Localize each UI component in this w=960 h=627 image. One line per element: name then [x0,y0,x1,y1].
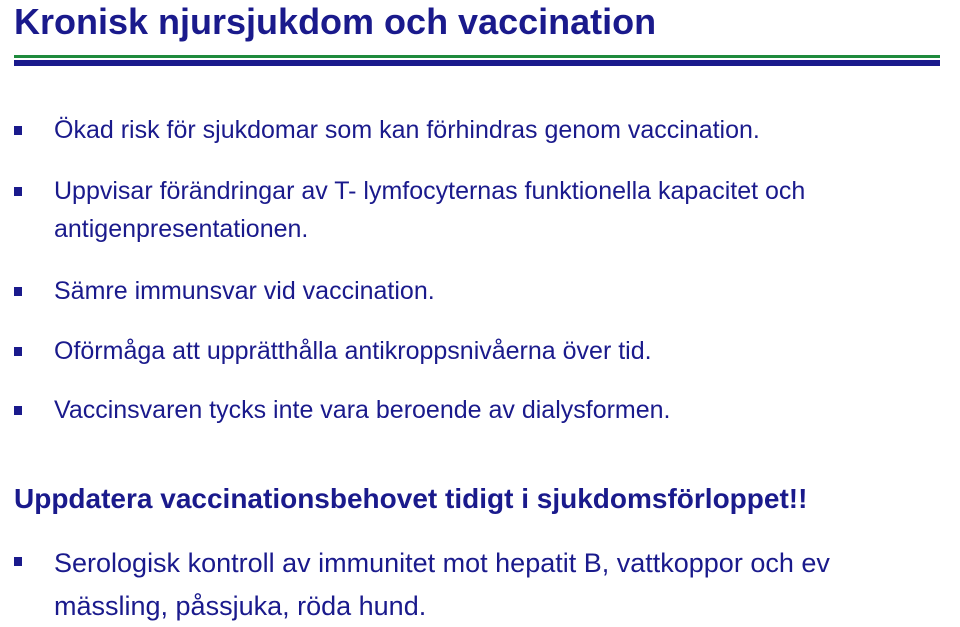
bullet-text: Sämre immunsvar vid vaccination. [54,277,435,305]
bullet-text: Serologisk kontroll av immunitet mot hepatit B, vattkoppor och ev [54,548,830,578]
title-underline-blue [14,60,940,66]
bullet-marker [14,126,22,135]
title-underline-green [14,55,940,58]
bullet-marker [14,187,22,196]
bullet-marker [14,287,22,296]
bullet-marker [14,347,22,356]
bullet-text-continuation: mässling, påssjuka, röda hund. [54,591,427,621]
bullet-text: Oförmåga att upprätthålla antikroppsnivåerna över tid. [54,337,652,365]
bullet-marker [14,557,22,566]
emphasis-heading: Uppdatera vaccinationsbehovet tidigt i sjukdomsförloppet!! [14,483,808,514]
bullet-marker [14,406,22,415]
bullet-text: Ökad risk för sjukdomar som kan förhindras genom vaccination. [54,116,760,144]
bullet-text-continuation: antigenpresentationen. [54,215,309,243]
bullet-text: Vaccinsvaren tycks inte vara beroende av dialysformen. [54,396,671,424]
bullet-text: Uppvisar förändringar av T- lymfocyternas funktionella kapacitet och [54,177,806,205]
slide-title: Kronisk njursjukdom och vaccination [14,1,657,42]
